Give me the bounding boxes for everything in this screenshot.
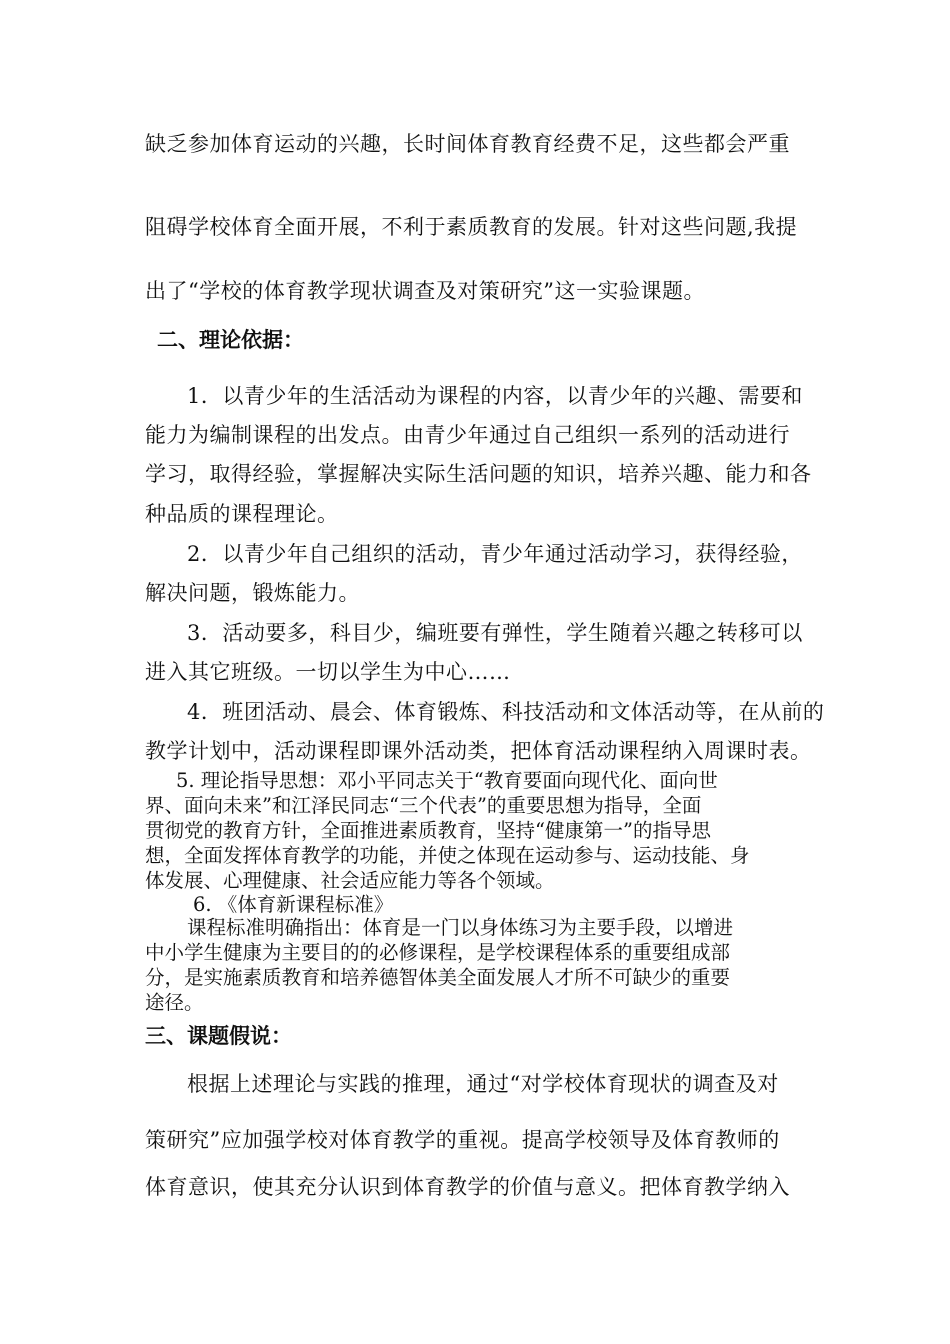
small-paragraph-line: 贯彻党的教育方针，全面推进素质教育，坚持“健康第一”的指导思 [145,819,711,842]
paragraph-line: 学习，取得经验，掌握解决实际生活问题的知识，培养兴趣、能力和各 [145,462,812,486]
small-paragraph-line: 途径。 [145,991,204,1014]
small-paragraph-line: 课程标准明确指出：体育是一门以身体练习为主要手段，以增进 [187,916,734,939]
section-heading-2: 二、理论依据： [157,328,304,352]
small-paragraph-line: 界、面向未来”和江泽民同志“三个代表”的重要思想为指导，全面 [145,794,702,817]
paragraph-line: 4．班团活动、晨会、体育锻炼、科技活动和文体活动等，在从前的 [187,700,825,724]
intro-line: 阻碍学校体育全面开展，不利于素质教育的发展。针对这些问题,我提 [145,215,798,239]
section-heading-3: 三、课题假说： [145,1024,292,1048]
paragraph-line: 1．以青少年的生活活动为课程的内容，以青少年的兴趣、需要和 [187,384,803,408]
small-paragraph-line: 想，全面发挥体育教学的功能，并使之体现在运动参与、运动技能、身 [145,844,750,867]
paragraph-line: 能力为编制课程的出发点。由青少年通过自己组织一系列的活动进行 [145,423,790,447]
intro-line: 缺乏参加体育运动的兴趣，长时间体育教育经费不足，这些都会严重 [145,132,790,156]
paragraph-line: 3．活动要多，科目少，编班要有弹性，学生随着兴趣之转移可以 [187,621,803,645]
paragraph-line: 策研究”应加强学校对体育教学的重视。提高学校领导及体育教师的 [145,1128,780,1152]
paragraph-line: 根据上述理论与实践的推理，通过“对学校体育现状的调查及对 [187,1072,779,1096]
paragraph-line: 进入其它班级。一切以学生为中心…… [145,660,511,684]
small-paragraph-line: 中小学生健康为主要目的的必修课程，是学校课程体系的重要组成部 [145,941,731,964]
paragraph-line: 体育意识，使其充分认识到体育教学的价值与意义。把体育教学纳入 [145,1175,790,1199]
paragraph-line: 种品质的课程理论。 [145,502,339,526]
small-paragraph-line: 6. 《体育新课程标准》 [193,893,394,916]
intro-line: 出了“学校的体育教学现状调查及对策研究”这一实验课题。 [145,279,705,303]
paragraph-line: 教学计划中，活动课程即课外活动类，把体育活动课程纳入周课时表。 [145,739,812,763]
small-paragraph-line: 体发展、心理健康、社会适应能力等各个领域。 [145,869,555,892]
paragraph-line: 2．以青少年自己组织的活动，青少年通过活动学习，获得经验， [187,542,803,566]
paragraph-line: 解决问题，锻炼能力。 [145,581,360,605]
small-paragraph-line: 分，是实施素质教育和培养德智体美全面发展人才所不可缺少的重要 [145,966,731,989]
small-paragraph-line: 5. 理论指导思想：邓小平同志关于“教育要面向现代化、面向世 [176,769,718,792]
